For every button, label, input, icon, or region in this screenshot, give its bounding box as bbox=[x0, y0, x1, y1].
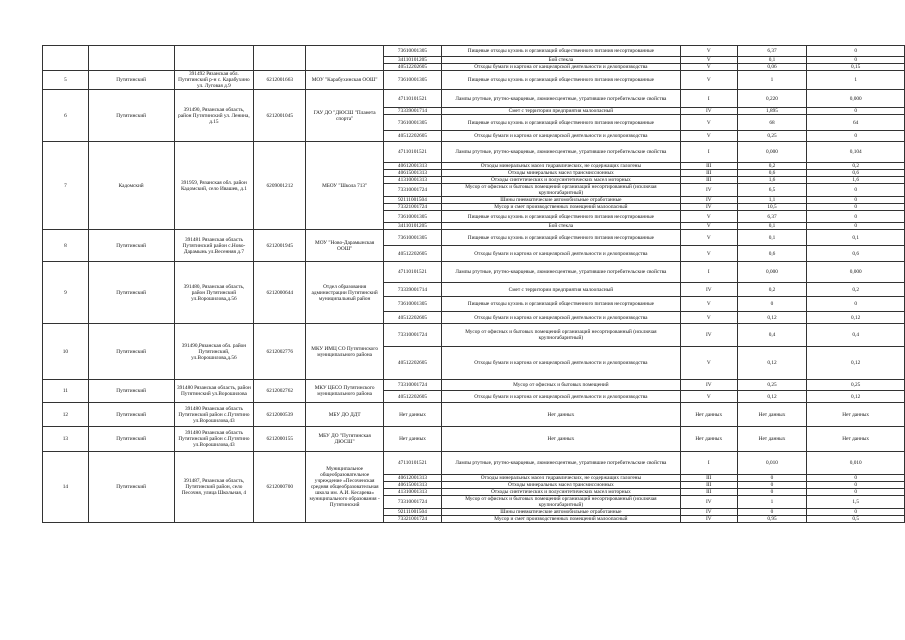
table-cell: V bbox=[680, 131, 737, 142]
table-row bbox=[43, 71, 905, 90]
table-cell: 391481 Рязанская область Путятинский район с.Ново-Дарамынь ул.Весенняя д.7 bbox=[174, 230, 254, 262]
table-row bbox=[43, 46, 905, 57]
table-cell: 9 bbox=[43, 262, 89, 324]
table-cell: Путятинский bbox=[88, 403, 174, 427]
table-cell: I bbox=[680, 90, 737, 108]
table-cell: 6 bbox=[43, 90, 89, 142]
table-cell: 0,25 bbox=[807, 380, 905, 391]
table-cell: МОУ "Карабухинская ООШ" bbox=[306, 71, 384, 90]
table-cell: V bbox=[680, 223, 737, 230]
table-row bbox=[43, 324, 905, 347]
table-cell: 0,6 bbox=[807, 246, 905, 262]
table-cell: 1 bbox=[737, 496, 807, 509]
table-cell: 0 bbox=[807, 197, 905, 204]
table-cell: 0 bbox=[807, 482, 905, 489]
table-cell: IV bbox=[680, 509, 737, 516]
table-cell: 6212000700 bbox=[254, 452, 306, 523]
table-row bbox=[43, 403, 905, 427]
table-cell: Мусор от офисных и бытовых помещений bbox=[441, 380, 680, 391]
table-cell: 40612001313 bbox=[384, 163, 442, 170]
table-row bbox=[43, 380, 905, 391]
table-cell: 92111001504 bbox=[384, 197, 442, 204]
table-cell: Нет данных bbox=[737, 403, 807, 427]
table-cell: Путятинский bbox=[88, 427, 174, 452]
table-cell: 0,95 bbox=[737, 516, 807, 523]
table-cell bbox=[43, 46, 89, 71]
table-cell: 40512202605 bbox=[384, 246, 442, 262]
table-cell: 40512202605 bbox=[384, 64, 442, 71]
table-cell: Кадомский bbox=[88, 142, 174, 230]
table-cell: Путятинский bbox=[88, 324, 174, 380]
table-cell: 6212001945 bbox=[254, 230, 306, 262]
table-cell: 0 bbox=[807, 297, 905, 312]
table-cell: 40512202605 bbox=[384, 391, 442, 403]
table-cell: I bbox=[680, 262, 737, 283]
table-cell: 1,6 bbox=[807, 177, 905, 184]
table-cell: 0 bbox=[807, 223, 905, 230]
table-cell: 47110101521 bbox=[384, 262, 442, 283]
table-cell: 47110101521 bbox=[384, 452, 442, 475]
table-cell: 0,000 bbox=[807, 262, 905, 283]
table-cell: Пищевые отходы кухонь и организаций общественного питания несортированные bbox=[441, 46, 680, 57]
table-cell: 6212000644 bbox=[254, 262, 306, 324]
table-cell: Отходы бумаги и картона от канцелярской деятельности и делопроизводства bbox=[441, 347, 680, 380]
table-cell: 73310001724 bbox=[384, 184, 442, 197]
table-cell: 0,12 bbox=[807, 391, 905, 403]
table-cell: 6212000539 bbox=[254, 403, 306, 427]
table-cell: 14 bbox=[43, 452, 89, 523]
table-cell: 41310001313 bbox=[384, 177, 442, 184]
table-cell: 0 bbox=[807, 46, 905, 57]
table-cell: IV bbox=[680, 283, 737, 297]
table-row bbox=[43, 90, 905, 108]
table-cell: 0,220 bbox=[737, 90, 807, 108]
table-cell: 6212002762 bbox=[254, 380, 306, 403]
table-cell: Отходы минеральных масел трансмиссионных bbox=[441, 170, 680, 177]
document-page bbox=[42, 45, 905, 523]
waste-table bbox=[42, 45, 905, 523]
table-cell: 391480, Рязанская область, район Путятинский ул.Ворошилова,д.56 bbox=[174, 262, 254, 324]
table-cell: V bbox=[680, 71, 737, 90]
table-cell: Нет данных bbox=[680, 403, 737, 427]
table-cell: IV bbox=[680, 184, 737, 197]
table-cell: 6,5 bbox=[737, 184, 807, 197]
table-cell: Нет данных bbox=[384, 403, 442, 427]
table-cell: Отходы бумаги и картона от канцелярской деятельности и делопроизводства bbox=[441, 312, 680, 324]
table-cell: 73339001714 bbox=[384, 283, 442, 297]
table-cell: 73610001305 bbox=[384, 211, 442, 223]
table-cell: IV bbox=[680, 108, 737, 115]
table-cell: 0,000 bbox=[807, 90, 905, 108]
table-cell: Путятинский bbox=[88, 262, 174, 324]
table-cell: МБУ ДО ДДТ bbox=[306, 403, 384, 427]
table-cell: Отходы бумаги и картона от канцелярской деятельности и делопроизводства bbox=[441, 391, 680, 403]
table-cell: 6,37 bbox=[737, 46, 807, 57]
table-cell: 92111001504 bbox=[384, 509, 442, 516]
table-cell: 6209001212 bbox=[254, 142, 306, 230]
table-cell: 0 bbox=[807, 131, 905, 142]
table-cell: III bbox=[680, 489, 737, 496]
table-cell: Мусор и смет производственных помещений малоопасный bbox=[441, 516, 680, 523]
table-cell: 391487, Рязанская область, Путятинский район, село Песочня, улица Школьная, 4 bbox=[174, 452, 254, 523]
table-cell: 6212001045 bbox=[254, 90, 306, 142]
table-cell: Нет данных bbox=[807, 403, 905, 427]
table-cell: Нет данных bbox=[441, 403, 680, 427]
table-cell: IV bbox=[680, 204, 737, 211]
table-cell: 0,000 bbox=[737, 142, 807, 163]
table-cell: 1,895 bbox=[737, 108, 807, 115]
table-cell: 0 bbox=[807, 211, 905, 223]
table-cell: Лампы ртутные, ртутно-кварцевые, люминесцентные, утратившие потребительские свойства bbox=[441, 452, 680, 475]
table-cell: 64 bbox=[807, 115, 905, 131]
table-cell: 34110101205 bbox=[384, 223, 442, 230]
table-cell: V bbox=[680, 391, 737, 403]
table-cell bbox=[306, 46, 384, 71]
table-cell: Отдел образования администрации Путятинский муниципальный район bbox=[306, 262, 384, 324]
table-cell: Шины пневматические автомобильные отработанные bbox=[441, 509, 680, 516]
table-cell: МБОУ "Школа 713" bbox=[306, 142, 384, 230]
table-cell: 8 bbox=[43, 230, 89, 262]
table-cell: 0 bbox=[737, 489, 807, 496]
table-cell: IV bbox=[680, 496, 737, 509]
table-cell: 40615001313 bbox=[384, 170, 442, 177]
table-cell: Отходы бумаги и картона от канцелярской деятельности и делопроизводства bbox=[441, 246, 680, 262]
table-cell: 0,2 bbox=[737, 163, 807, 170]
table-cell: 73310001724 bbox=[384, 496, 442, 509]
table-cell: Пищевые отходы кухонь и организаций общественного питания несортированные bbox=[441, 211, 680, 223]
table-cell: 0,010 bbox=[737, 452, 807, 475]
table-cell: Нет данных bbox=[384, 427, 442, 452]
table-cell: 6,37 bbox=[737, 211, 807, 223]
table-cell: 7 bbox=[43, 142, 89, 230]
table-cell: V bbox=[680, 57, 737, 64]
table-cell: Отходы синтетических и полусинтетических масел моторных bbox=[441, 177, 680, 184]
table-cell bbox=[174, 46, 254, 71]
table-cell: 0,12 bbox=[737, 391, 807, 403]
table-cell: 0 bbox=[807, 184, 905, 197]
table-cell: 0,2 bbox=[807, 163, 905, 170]
table-row bbox=[43, 230, 905, 246]
table-row bbox=[43, 262, 905, 283]
table-cell: 68 bbox=[737, 115, 807, 131]
table-cell: 13 bbox=[43, 427, 89, 452]
table-cell: 11 bbox=[43, 380, 89, 403]
table-cell: III bbox=[680, 163, 737, 170]
table-cell: V bbox=[680, 211, 737, 223]
table-cell: 0,15 bbox=[807, 64, 905, 71]
table-cell: 0,12 bbox=[737, 312, 807, 324]
table-cell: 73610001305 bbox=[384, 297, 442, 312]
table-cell: IV bbox=[680, 380, 737, 391]
table-cell: 73610001305 bbox=[384, 115, 442, 131]
table-cell: 1 bbox=[737, 71, 807, 90]
table-cell: 1,6 bbox=[737, 177, 807, 184]
table-cell: 0,2 bbox=[737, 283, 807, 297]
table-cell: 0 bbox=[737, 297, 807, 312]
table-cell: 1,5 bbox=[807, 496, 905, 509]
table-cell: V bbox=[680, 297, 737, 312]
table-cell: 0,010 bbox=[807, 452, 905, 475]
table-cell: 0,1 bbox=[737, 223, 807, 230]
table-cell: 0,4 bbox=[737, 324, 807, 347]
table-cell: Путятинский bbox=[88, 380, 174, 403]
table-cell: 41310001313 bbox=[384, 489, 442, 496]
table-cell: Путятинский bbox=[88, 90, 174, 142]
table-cell: 47110101521 bbox=[384, 90, 442, 108]
table-cell: 1 bbox=[807, 71, 905, 90]
table-cell: Путятинский bbox=[88, 230, 174, 262]
table-cell: ГАУ ДО "ДЮСШ "Планета спорта" bbox=[306, 90, 384, 142]
table-cell: Муниципальное общеобразовательное учреждение «Песоченская средняя общеобразовательная школа им. А.И. Кесарева» муниципального образования - Путятинский bbox=[306, 452, 384, 523]
table-cell: 34110101205 bbox=[384, 57, 442, 64]
table-cell: 6212002776 bbox=[254, 324, 306, 380]
table-cell: 73339001714 bbox=[384, 108, 442, 115]
table-cell: 0,104 bbox=[807, 142, 905, 163]
table-cell: 391959, Рязанская обл. район Кадомский, село Ивашев, д.1 bbox=[174, 142, 254, 230]
table-cell: 0,000 bbox=[737, 262, 807, 283]
table-cell: Мусор от офисных и бытовых помещений организаций несортированный (исключая крупногабаритный) bbox=[441, 184, 680, 197]
table-cell: 0 bbox=[737, 482, 807, 489]
table-cell: 391480 Рязанская область Путятинский район с.Путятино ул.Ворошилова,43 bbox=[174, 427, 254, 452]
table-cell: Отходы минеральных масел гидравлических, не содержащих галогены bbox=[441, 163, 680, 170]
table-cell: 10 bbox=[43, 324, 89, 380]
table-cell: V bbox=[680, 46, 737, 57]
table-cell: 0 bbox=[807, 57, 905, 64]
table-cell: 40512202605 bbox=[384, 131, 442, 142]
table-cell: IV bbox=[680, 516, 737, 523]
table-cell: 0,1 bbox=[737, 57, 807, 64]
table-cell: Бой стекла bbox=[441, 223, 680, 230]
table-cell: 40512202605 bbox=[384, 312, 442, 324]
table-cell: МБУ ДО "Путятинская ДЮСШ" bbox=[306, 427, 384, 452]
table-cell: 0 bbox=[737, 475, 807, 482]
table-cell: Пищевые отходы кухонь и организаций общественного питания несортированные bbox=[441, 297, 680, 312]
table-cell: 0,1 bbox=[807, 230, 905, 246]
table-row bbox=[43, 427, 905, 452]
table-cell: Нет данных bbox=[441, 427, 680, 452]
table-cell: IV bbox=[680, 324, 737, 347]
table-cell: 0 bbox=[807, 489, 905, 496]
table-cell: 0 bbox=[737, 509, 807, 516]
table-cell: 0,25 bbox=[737, 131, 807, 142]
table-cell: МОУ "Ново-Дарамынская ООШ" bbox=[306, 230, 384, 262]
table-cell: III bbox=[680, 177, 737, 184]
table-cell: IV bbox=[680, 197, 737, 204]
table-cell: I bbox=[680, 142, 737, 163]
table-cell: 73321001724 bbox=[384, 516, 442, 523]
table-cell: 391480 Рязанская область Путятинский район с.Путятино ул.Ворошилова,43 bbox=[174, 403, 254, 427]
table-cell: I bbox=[680, 452, 737, 475]
table-cell: Лампы ртутные, ртутно-кварцевые, люминесцентные, утратившие потребительские свойства bbox=[441, 262, 680, 283]
table-cell: Пищевые отходы кухонь и организаций общественного питания несортированные bbox=[441, 71, 680, 90]
table-cell: Путятинский bbox=[88, 71, 174, 90]
table-cell: Мусор и смет производственных помещений малоопасный bbox=[441, 204, 680, 211]
table-cell bbox=[254, 46, 306, 71]
table-cell bbox=[88, 46, 174, 71]
table-cell: 0,6 bbox=[737, 246, 807, 262]
table-cell: V bbox=[680, 115, 737, 131]
table-cell: Нет данных bbox=[737, 427, 807, 452]
table-cell: Смет с территории предприятия малоопасный bbox=[441, 108, 680, 115]
table-cell: Бой стекла bbox=[441, 57, 680, 64]
table-cell: Отходы бумаги и картона от канцелярской деятельности и делопроизводства bbox=[441, 64, 680, 71]
table-cell: III bbox=[680, 475, 737, 482]
table-cell: 0,5 bbox=[807, 516, 905, 523]
table-cell: 391480 Рязанская область, район Путятинский ул.Ворошилова bbox=[174, 380, 254, 403]
table-cell: МКУ ИМЦ СО Путятинского муниципального района bbox=[306, 324, 384, 380]
table-cell: V bbox=[680, 347, 737, 380]
table-cell: 73310001724 bbox=[384, 380, 442, 391]
table-row bbox=[43, 452, 905, 475]
table-cell: Шины пневматические автомобильные отработанные bbox=[441, 197, 680, 204]
table-cell: 73610001305 bbox=[384, 230, 442, 246]
table-cell: V bbox=[680, 64, 737, 71]
table-cell: 10,5 bbox=[737, 204, 807, 211]
table-cell: 47110101521 bbox=[384, 142, 442, 163]
table-cell: 73321001724 bbox=[384, 204, 442, 211]
table-cell: МКУ ЦБСО Путятинского муниципального района bbox=[306, 380, 384, 403]
table-cell: 0,4 bbox=[807, 324, 905, 347]
table-cell: 391492 Рязанская обл. Путятинский р-н с. Карабухино ул. Луговая д.9 bbox=[174, 71, 254, 90]
table-cell: V bbox=[680, 246, 737, 262]
table-row bbox=[43, 142, 905, 163]
table-cell: Пищевые отходы кухонь и организаций общественного питания несортированные bbox=[441, 230, 680, 246]
table-cell: 0,12 bbox=[807, 312, 905, 324]
table-cell: Нет данных bbox=[807, 427, 905, 452]
table-cell: 0 bbox=[807, 108, 905, 115]
table-cell: 73310001724 bbox=[384, 324, 442, 347]
table-cell: 40512202605 bbox=[384, 347, 442, 380]
table-cell: Нет данных bbox=[680, 427, 737, 452]
table-cell: Лампы ртутные, ртутно-кварцевые, люминесцентные, утратившие потребительские свойства bbox=[441, 142, 680, 163]
table-cell: 0 bbox=[807, 204, 905, 211]
table-cell: 391490, Рязанская область, район Путятинский ул. Ленина, д.15 bbox=[174, 90, 254, 142]
table-cell: III bbox=[680, 482, 737, 489]
table-cell: V bbox=[680, 312, 737, 324]
table-cell: 0,1 bbox=[737, 230, 807, 246]
table-cell: 6212000155 bbox=[254, 427, 306, 452]
table-cell: Мусор от офисных и бытовых помещений организаций несортированный (исключая крупногабаритный) bbox=[441, 324, 680, 347]
table-cell: Пищевые отходы кухонь и организаций общественного питания несортированные bbox=[441, 115, 680, 131]
table-cell: Отходы минеральных масел трансмиссионных bbox=[441, 482, 680, 489]
table-cell: Отходы синтетических и полусинтетических масел моторных bbox=[441, 489, 680, 496]
table-cell: 12 bbox=[43, 403, 89, 427]
table-cell: 40615001313 bbox=[384, 482, 442, 489]
table-cell: Смет с территории предприятия малоопасный bbox=[441, 283, 680, 297]
table-cell: Путятинский bbox=[88, 452, 174, 523]
table-cell: Лампы ртутные, ртутно-кварцевые, люминесцентные, утратившие потребительские свойства bbox=[441, 90, 680, 108]
table-cell: 73610001305 bbox=[384, 71, 442, 90]
table-cell: 0,06 bbox=[737, 64, 807, 71]
table-cell: 6212001663 bbox=[254, 71, 306, 90]
table-cell: 391490,Рязанская обл. район Путятинский, ул.Ворошилова,д.56 bbox=[174, 324, 254, 380]
table-cell: 73610001305 bbox=[384, 46, 442, 57]
table-cell: 0,25 bbox=[737, 380, 807, 391]
table-cell: 0,6 bbox=[737, 170, 807, 177]
table-cell: III bbox=[680, 170, 737, 177]
table-cell: 0 bbox=[807, 475, 905, 482]
table-cell: Отходы минеральных масел гидравлических, не содержащих галогены bbox=[441, 475, 680, 482]
table-cell: 0,2 bbox=[807, 283, 905, 297]
table-cell: Мусор от офисных и бытовых помещений организаций несортированный (исключая крупногабаритный) bbox=[441, 496, 680, 509]
table-cell: 0 bbox=[807, 509, 905, 516]
table-cell: 5 bbox=[43, 71, 89, 90]
table-cell: 0,12 bbox=[807, 347, 905, 380]
table-cell: 0,6 bbox=[807, 170, 905, 177]
table-cell: 1,1 bbox=[737, 197, 807, 204]
table-cell: V bbox=[680, 230, 737, 246]
table-cell: 0,12 bbox=[737, 347, 807, 380]
table-cell: 40612001313 bbox=[384, 475, 442, 482]
table-cell: Отходы бумаги и картона от канцелярской деятельности и делопроизводства bbox=[441, 131, 680, 142]
